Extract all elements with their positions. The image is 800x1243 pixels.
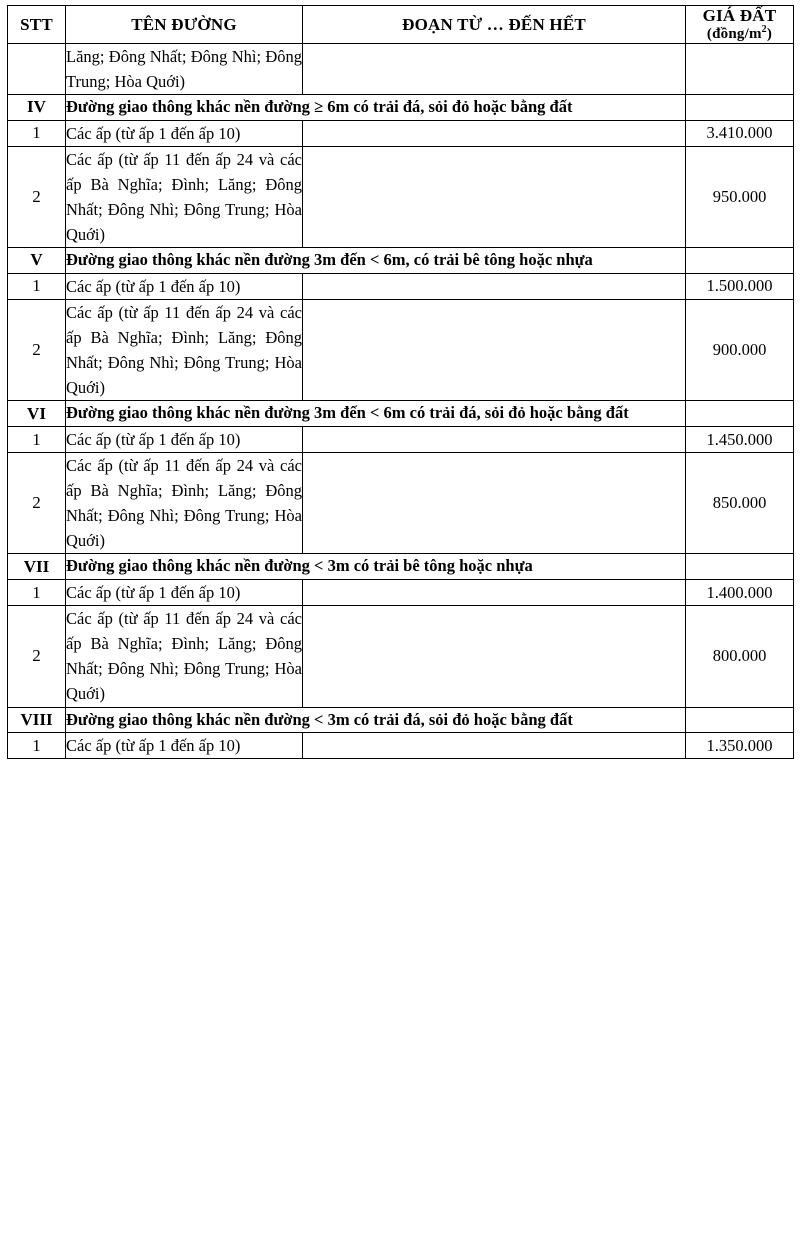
cell-street-name: Các ấp (từ ấp 1 đến ấp 10) [66, 426, 303, 452]
cell-land-price: 1.500.000 [686, 273, 794, 299]
cell-segment [303, 120, 686, 146]
table-header [8, 6, 794, 44]
table-row [8, 43, 794, 94]
cell-stt: 1 [8, 426, 66, 452]
cell-stt: 2 [8, 146, 66, 247]
cell-stt: VII [8, 554, 66, 580]
cell-stt: V [8, 248, 66, 274]
cell-street-name: Các ấp (từ ấp 1 đến ấp 10) [66, 580, 303, 606]
header-row [8, 6, 794, 44]
cell-segment [303, 426, 686, 452]
cell-land-price: 1.450.000 [686, 426, 794, 452]
cell-segment [303, 299, 686, 400]
table-row [8, 94, 794, 120]
cell-section-title: Đường giao thông khác nền đường < 3m có trải bê tông hoặc nhựa [66, 554, 686, 580]
column-header-street-name: TÊN ĐƯỜNG [66, 6, 303, 44]
cell-land-price: 800.000 [686, 606, 794, 707]
table-row [8, 606, 794, 707]
cell-land-price [686, 94, 794, 120]
cell-street-name: Các ấp (từ ấp 1 đến ấp 10) [66, 733, 303, 759]
table-row [8, 146, 794, 247]
table-row [8, 401, 794, 427]
cell-stt: 1 [8, 273, 66, 299]
table-row [8, 733, 794, 759]
cell-street-name: Các ấp (từ ấp 11 đến ấp 24 và các ấp Bà Nghĩa; Đình; Lăng; Đông Nhất; Đông Nhì; Đông Trung; Hòa Quới) [66, 606, 303, 707]
cell-stt: 1 [8, 120, 66, 146]
cell-land-price [686, 554, 794, 580]
table-row [8, 299, 794, 400]
cell-land-price: 1.400.000 [686, 580, 794, 606]
cell-land-price: 950.000 [686, 146, 794, 247]
cell-land-price [686, 707, 794, 733]
cell-land-price [686, 43, 794, 94]
column-header-segment: ĐOẠN TỪ … ĐẾN HẾT [303, 6, 686, 44]
cell-segment [303, 606, 686, 707]
table-row [8, 580, 794, 606]
cell-land-price: 900.000 [686, 299, 794, 400]
cell-stt: VIII [8, 707, 66, 733]
table-row [8, 707, 794, 733]
cell-street-name: Các ấp (từ ấp 11 đến ấp 24 và các ấp Bà Nghĩa; Đình; Lăng; Đông Nhất; Đông Nhì; Đông Trung; Hòa Quới) [66, 453, 303, 554]
table-row [8, 426, 794, 452]
cell-section-title: Đường giao thông khác nền đường 3m đến < 6m, có trải bê tông hoặc nhựa [66, 248, 686, 274]
cell-stt: 1 [8, 580, 66, 606]
column-header-land-price-unit: $(đồng/m^2)$ [706, 23, 773, 42]
table-row [8, 273, 794, 299]
cell-stt: 1 [8, 733, 66, 759]
cell-land-price [686, 401, 794, 427]
table-row [8, 554, 794, 580]
cell-land-price: 850.000 [686, 453, 794, 554]
cell-stt: VI [8, 401, 66, 427]
column-header-stt: STT [8, 6, 66, 44]
cell-stt [8, 43, 66, 94]
cell-stt: IV [8, 94, 66, 120]
table-row [8, 248, 794, 274]
table-row [8, 453, 794, 554]
land-price-table [7, 5, 794, 759]
cell-stt: 2 [8, 299, 66, 400]
column-header-land-price [686, 6, 794, 44]
cell-land-price: 3.410.000 [686, 120, 794, 146]
cell-section-title: Đường giao thông khác nền đường 3m đến < 6m có trải đá, sỏi đỏ hoặc bằng đất [66, 401, 686, 427]
cell-stt: 2 [8, 453, 66, 554]
cell-land-price: 1.350.000 [686, 733, 794, 759]
cell-street-name: Các ấp (từ ấp 1 đến ấp 10) [66, 273, 303, 299]
table-body [8, 43, 794, 759]
cell-street-name: Các ấp (từ ấp 11 đến ấp 24 và các ấp Bà Nghĩa; Đình; Lăng; Đông Nhất; Đông Nhì; Đông Trung; Hòa Quới) [66, 146, 303, 247]
table-row [8, 120, 794, 146]
cell-street-name: Lăng; Đông Nhất; Đông Nhì; Đông Trung; Hòa Quới) [66, 43, 303, 94]
cell-street-name: Các ấp (từ ấp 11 đến ấp 24 và các ấp Bà Nghĩa; Đình; Lăng; Đông Nhất; Đông Nhì; Đông Trung; Hòa Quới) [66, 299, 303, 400]
cell-segment [303, 43, 686, 94]
cell-street-name: Các ấp (từ ấp 1 đến ấp 10) [66, 120, 303, 146]
cell-segment [303, 453, 686, 554]
cell-stt: 2 [8, 606, 66, 707]
cell-section-title: Đường giao thông khác nền đường ≥ 6m có trải đá, sỏi đỏ hoặc bằng đất [66, 94, 686, 120]
column-header-land-price-main: GIÁ ĐẤT [702, 6, 777, 25]
cell-segment [303, 580, 686, 606]
cell-land-price [686, 248, 794, 274]
cell-section-title: Đường giao thông khác nền đường < 3m có trải đá, sỏi đỏ hoặc bằng đất [66, 707, 686, 733]
cell-segment [303, 146, 686, 247]
cell-segment [303, 273, 686, 299]
cell-segment [303, 733, 686, 759]
